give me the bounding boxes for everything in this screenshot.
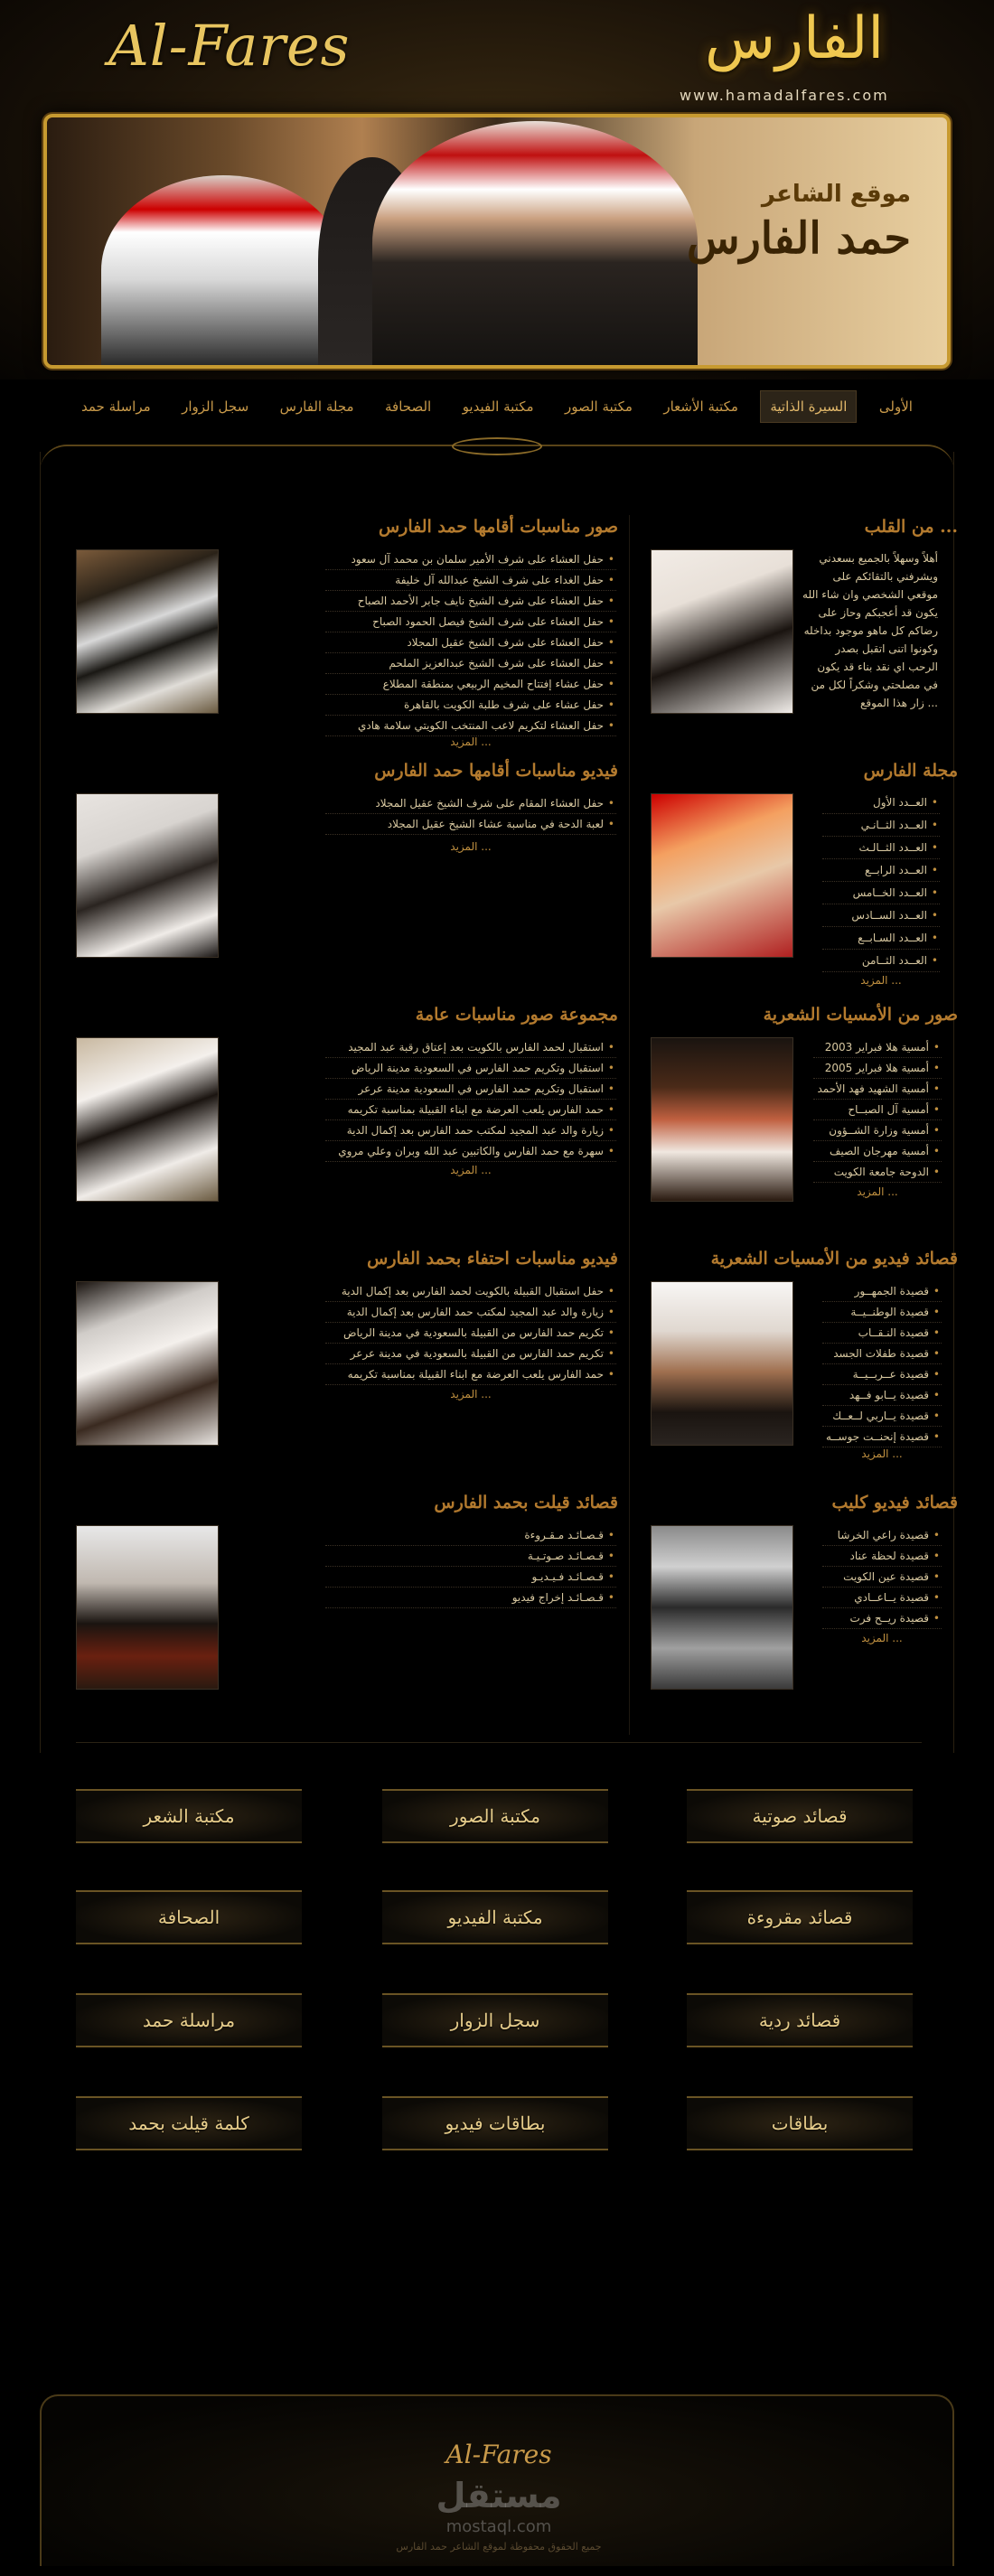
banner-photo-person-3	[372, 121, 698, 365]
list-item[interactable]: أمسية وزارة الشــؤون •	[813, 1120, 942, 1141]
watermark: مستقل	[436, 2476, 562, 2515]
list-item[interactable]: أمسية هلا فبراير 2005 •	[813, 1058, 942, 1079]
nav-item-poetry-library[interactable]: مكتبة الأشعار	[663, 398, 738, 415]
banner-title-big: حمد الفارس	[687, 213, 911, 264]
column-divider	[629, 515, 630, 1735]
general-photos-section	[76, 1005, 618, 1222]
photo-library-button[interactable]: مكتبة الصور	[382, 1789, 608, 1843]
welcome-text: أهلاً وسهلاً بالجميع بسعدني ويشرفني بالتقائكم على موقعي الشخصي وان شاء الله يكون قد أعجبكم وحاز على رضاكم كل ماهو موجود بداخله وكونوا اتنى اتقبل بصدر الرحب اي نقد بناء قد يكون في مصلحتي وشكراً لكل من زار هذا الموقع ...	[802, 552, 938, 709]
general-photos-thumb[interactable]	[76, 1037, 219, 1202]
list-item[interactable]: استقبال وتكريم حمد الفارس في السعودية مدينة عرعر •	[325, 1079, 616, 1100]
list-item[interactable]: قصيدة الوطنــيــة •	[822, 1302, 942, 1323]
clips-section	[651, 1493, 958, 1710]
video-poems-title: قصائد فيديو من الأمسيات الشعرية	[710, 1249, 958, 1269]
video-library-button[interactable]: مكتبة الفيديو	[382, 1890, 608, 1944]
nav-item-guestbook[interactable]: سجل الزوار	[182, 398, 249, 415]
list-item[interactable]: قـصـائـد مـقـروءة •	[325, 1525, 616, 1546]
words-about-hamad-button[interactable]: كلمة قيلت بحمد	[76, 2096, 302, 2150]
nav-item-contact[interactable]: مراسلة حمد	[81, 398, 151, 415]
list-item[interactable]: قصيدة النـقــاب •	[822, 1323, 942, 1344]
poetry-photos-title: صور من الأمسيات الشعرية	[763, 1005, 958, 1025]
list-item[interactable]: العــدد الرابــع •	[822, 859, 940, 882]
reply-poems-button[interactable]: قصائد ردية	[687, 1993, 913, 2047]
list-item[interactable]: أمسية هلا فبراير 2003 •	[813, 1037, 942, 1058]
more-link[interactable]: المزيد ...	[450, 840, 492, 853]
clips-thumb[interactable]	[651, 1525, 793, 1690]
header-banner	[43, 114, 951, 369]
list-item[interactable]: قـصـائـد إخراج فيديو •	[325, 1588, 616, 1608]
list-item[interactable]: الدوحة جامعة الكويت •	[813, 1162, 942, 1183]
poetry-library-button[interactable]: مكتبة الشعر	[76, 1789, 302, 1843]
list-item[interactable]: العــدد الثــالـث •	[822, 837, 940, 859]
magazine-cover[interactable]	[651, 793, 793, 958]
nav-item-home[interactable]: الأولى	[878, 398, 913, 415]
nav-item-photo-library[interactable]: مكتبة الصور	[564, 398, 633, 415]
list-item[interactable]: استقبال وتكريم حمد الفارس في السعودية مدينة الرياض •	[325, 1058, 616, 1079]
photos-events-title: صور مناسبات أقامها حمد الفارس	[378, 517, 618, 537]
magazine-list	[822, 792, 940, 972]
list-item[interactable]: قصيدة راعي الخرشا •	[822, 1525, 942, 1546]
video-events-list	[325, 793, 616, 835]
list-item[interactable]: قصيدة عــربــيــة •	[822, 1364, 942, 1385]
general-photos-list	[325, 1037, 616, 1162]
list-item[interactable]: العــدد السـابــع •	[822, 927, 940, 950]
list-item[interactable]: قصيدة عين الكويت •	[822, 1567, 942, 1588]
list-item[interactable]: حفل العشاء على شرف الشيخ نايف جابر الأحمد الصباح •	[325, 591, 616, 612]
welcome-title: من القلب ...	[864, 517, 958, 537]
video-celebration-section	[76, 1249, 618, 1466]
more-link[interactable]: المزيد ...	[860, 974, 902, 987]
list-item[interactable]: قـصـائـد فـيـديـو •	[325, 1567, 616, 1588]
list-item[interactable]: حفل العشاء على شرف الشيخ عبدالعزيز الملحم •	[325, 653, 616, 674]
list-item[interactable]: قصيدة يــابو فــهد •	[822, 1385, 942, 1406]
photos-events-section	[76, 517, 618, 748]
watermark-url: mostaql.com	[445, 2517, 552, 2536]
list-item[interactable]: أمسية مهرجان الصيف •	[813, 1141, 942, 1162]
read-poems-button[interactable]: قصائد مقروءة	[687, 1890, 913, 1944]
audio-poems-button[interactable]: قصائد صوتية	[687, 1789, 913, 1843]
poetry-photos-list	[813, 1037, 942, 1183]
nav-item-biography[interactable]: السيرة الذاتية	[760, 390, 857, 423]
list-item[interactable]: قـصـائـد صـوتـيـة •	[325, 1546, 616, 1567]
logo-arabic[interactable]: الفارس	[705, 5, 885, 72]
list-item[interactable]: حفل العشاء على شرف الأمير سلمان بن محمد آل سعود •	[325, 549, 616, 570]
list-item[interactable]: لعبة الدحة في مناسبة عشاء الشيخ عقيل المجلاد •	[325, 814, 616, 835]
nav-item-video-library[interactable]: مكتبة الفيديو	[462, 398, 534, 415]
said-in-him-list	[325, 1525, 616, 1608]
banner-title-small: موقع الشاعر	[761, 181, 911, 208]
list-item[interactable]: حفل عشاء على شرف طلبة الكويت بالقاهرة •	[325, 695, 616, 716]
list-item[interactable]: العــدد الخــامس •	[822, 882, 940, 904]
nav-item-magazine[interactable]: مجلة الفارس	[279, 398, 354, 415]
said-in-him-title: قصائد قيلت بحمد الفارس	[434, 1493, 618, 1513]
video-celebration-thumb[interactable]	[76, 1281, 219, 1446]
list-item[interactable]: حمد الفارس يلعب العرضة مع ابناء القبيلة بمناسبة تكريمه •	[325, 1364, 616, 1385]
list-item[interactable]: سهرة مع حمد الفارس والكاتبين عبد الله وبران وعلي مروي •	[325, 1141, 616, 1162]
clips-list	[822, 1525, 942, 1629]
video-celebration-list	[325, 1281, 616, 1385]
cards-button[interactable]: بطاقات	[687, 2096, 913, 2150]
video-celebration-title: فيديو مناسبات احتفاء بحمد الفارس	[367, 1249, 618, 1269]
copyright-text: جميع الحقوق محفوظة لموقع الشاعر حمد الفارس	[396, 2541, 602, 2553]
list-item[interactable]: حمد الفارس يلعب العرضة مع ابناء القبيلة بمناسبة تكريمه •	[325, 1100, 616, 1120]
video-events-section	[76, 761, 618, 987]
banner-photo-person-1	[101, 175, 345, 365]
contact-hamad-button[interactable]: مراسلة حمد	[76, 1993, 302, 2047]
site-url: www.hamadalfares.com	[680, 87, 889, 104]
list-item[interactable]: قصيدة ريــح فرت •	[822, 1608, 942, 1629]
list-item[interactable]: العــدد الثــانـي •	[822, 814, 940, 837]
footer	[40, 2394, 954, 2566]
list-item[interactable]: قصيدة يــاربي لــعــك •	[822, 1406, 942, 1427]
photos-events-list	[325, 549, 616, 736]
list-item[interactable]: حفل العشاء لتكريم لاعب المنتخب الكويتي سلامة هادي •	[325, 716, 616, 736]
more-link[interactable]: المزيد ...	[857, 1185, 898, 1198]
header	[0, 0, 994, 379]
list-item[interactable]: قصيدة الجمهــور •	[822, 1281, 942, 1302]
section-divider	[76, 1742, 922, 1743]
list-item[interactable]: حفل العشاء المقام على شرف الشيخ عقيل المجلاد •	[325, 793, 616, 814]
list-item[interactable]: أمسية آل الصبــاح •	[813, 1100, 942, 1120]
nav-item-press[interactable]: الصحافة	[385, 398, 432, 415]
list-item[interactable]: حفل الغداء على شرف الشيخ عبدالله آل خليفة •	[325, 570, 616, 591]
poetry-photos-thumb[interactable]	[651, 1037, 793, 1202]
list-item[interactable]: استقبال لحمد الفارس بالكويت بعد إعتاق رقبة عبد المجيد •	[325, 1037, 616, 1058]
guestbook-button[interactable]: سجل الزوار	[382, 1993, 608, 2047]
welcome-section	[651, 517, 958, 734]
more-link[interactable]: المزيد ...	[861, 1447, 903, 1460]
list-item[interactable]: حفل استقبال القبيلة بالكويت لحمد الفارس بعد إكمال الدية •	[325, 1281, 616, 1302]
banner-title	[687, 181, 911, 264]
list-item[interactable]: زيارة والد عبد المجيد لمكتب حمد الفارس بعد إكمال الدية •	[325, 1302, 616, 1323]
list-item[interactable]: حفل العشاء على شرف الشيخ فيصل الحمود الصباح •	[325, 612, 616, 632]
footer-logo: Al-Fares	[445, 2440, 552, 2469]
list-item[interactable]: قصيدة إنحنــت جوســه •	[822, 1427, 942, 1447]
more-link[interactable]: المزيد ...	[450, 735, 492, 748]
list-item[interactable]: العــدد الثــامن •	[822, 950, 940, 972]
list-item[interactable]: أمسية الشهيد فهد الأحمد •	[813, 1079, 942, 1100]
list-item[interactable]: زيارة والد عبد المجيد لمكتب حمد الفارس بعد إكمال الدية •	[325, 1120, 616, 1141]
list-item[interactable]: العــدد الســادس •	[822, 904, 940, 927]
logo-latin[interactable]: Al-Fares	[108, 13, 351, 79]
welcome-photo[interactable]	[651, 549, 793, 714]
photos-events-thumb[interactable]	[76, 549, 219, 714]
list-item[interactable]: حفل عشاء إفتتاح المخيم الربيعي بمنطقة المطلاع •	[325, 674, 616, 695]
magazine-section	[651, 761, 958, 987]
list-item[interactable]: حفل العشاء على شرف الشيخ عقيل المجلاد •	[325, 632, 616, 653]
more-link[interactable]: المزيد ...	[861, 1632, 903, 1644]
video-poems-section	[651, 1249, 958, 1466]
video-events-thumb[interactable]	[76, 793, 219, 958]
magazine-title: مجلة الفارس	[863, 761, 958, 781]
video-poems-list	[822, 1281, 942, 1447]
video-events-title: فيديو مناسبات أقامها حمد الفارس	[374, 761, 618, 781]
general-photos-title: مجموعة صور مناسبات عامة	[415, 1005, 618, 1025]
poetry-photos-section	[651, 1005, 958, 1222]
list-item[interactable]: قصيدة طفلات الجسد •	[822, 1344, 942, 1364]
list-item[interactable]: قصيدة لحظة عناد •	[822, 1546, 942, 1567]
list-item[interactable]: تكريم حمد الفارس من القبيلة بالسعودية في مدينة الرياض •	[325, 1323, 616, 1344]
video-cards-button[interactable]: بطاقات فيديو	[382, 2096, 608, 2150]
main-nav	[72, 389, 922, 425]
list-item[interactable]: قصيدة يــاعــادي •	[822, 1588, 942, 1608]
video-poems-thumb[interactable]	[651, 1281, 793, 1446]
more-link[interactable]: المزيد ...	[450, 1164, 492, 1176]
said-in-him-thumb[interactable]	[76, 1525, 219, 1690]
list-item[interactable]: العــدد الأول •	[822, 792, 940, 814]
press-button[interactable]: الصحافة	[76, 1890, 302, 1944]
clips-title: قصائد فيديو كليب	[831, 1493, 958, 1513]
more-link[interactable]: المزيد ...	[450, 1388, 492, 1400]
said-in-him-section	[76, 1493, 618, 1710]
list-item[interactable]: تكريم حمد الفارس من القبيلة بالسعودية في مدينة عرعر •	[325, 1344, 616, 1364]
